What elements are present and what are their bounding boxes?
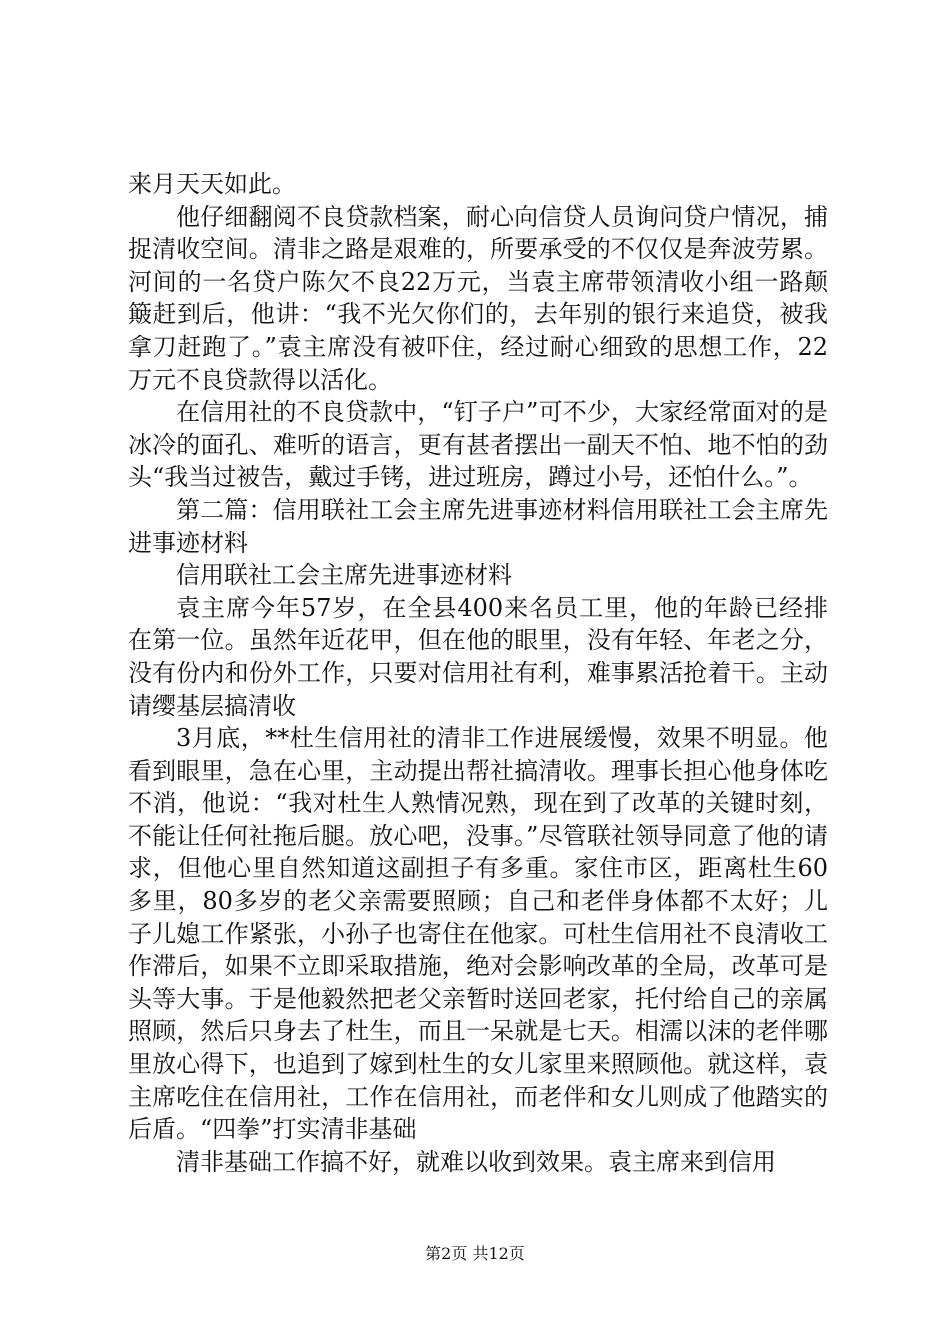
paragraph-6: 清非基础工作搞不好，就难以收到效果。袁主席来到信用 (176, 1147, 776, 1176)
paragraph-1: 来月天天如此。 (128, 170, 296, 198)
paragraph-3: 在信用社的不良贷款中，“钉子户”可不少，大家经常面对的是冰冷的面孔、难听的语言，更有甚者摆出一副天不怕、地不怕的劲头“我当过被告，戴过手铐，进过班房，蹲过小号，还怕什么。”。 (128, 398, 828, 492)
paragraph-4: 袁主席今年57岁，在全县400来名员工里，他的年龄已经排在第一位。虽然年近花甲，但在他的眼里，没有年轻、年老之分，没有份内和份外工作，只要对信用社有利，难事累活抢着干。主动请缨基层搞清收 (128, 593, 828, 720)
section-heading-second: 第二篇：信用联社工会主席先进事迹材料信用联社工会主席先进事迹材料 (128, 495, 828, 557)
paragraph-2: 他仔细翻阅不良贷款档案，耐心向信贷人员询问贷户情况，捕捉清收空间。清非之路是艰难的，所要承受的不仅仅是奔波劳累。河间的一名贷户陈欠不良22万元，当袁主席带领清收小组一路颠簸赶到后，他讲：“我不光欠你们的，去年别的银行来追贷，被我拿刀赶跑了。”袁主席没有被吓住，经过耐心细致的思想工作，22万元不良贷款得以活化。 (128, 202, 828, 394)
document-body (128, 168, 828, 1178)
section-title: 信用联社工会主席先进事迹材料 (176, 561, 512, 590)
page-number-footer: 第2页 共12页 (425, 1244, 525, 1263)
paragraph-5: 3月底，**杜生信用社的清非工作进展缓慢，效果不明显。他看到眼里，急在心里，主动提出帮社搞清收。理事长担心他身体吃不消，他说：“我对杜生人熟情况熟，现在到了改革的关键时刻，不能让任何社拖后腿。放心吧，没事。”尽管联社领导同意了他的请求，但他心里自然知道这副担子有多重。家住市区，距离杜生60多里，80多岁的老父亲需要照顾；自己和老伴身体都不太好；儿子儿媳工作紧张，小孙子也寄住在他家。可杜生信用社不良清收工作滞后，如果不立即采取措施，绝对会影响改革的全局，改革可是头等大事。于是他毅然把老父亲暂时送回老家，托付给自己的亲属照顾，然后只身去了杜生，而且一呆就是七天。相濡以沫的老伴哪里放心得下，也追到了嫁到杜生的女儿家里来照顾他。就这样，袁主席吃住在信用社，工作在信用社，而老伴和女儿则成了他踏实的后盾。“四拳”打实清非基础 (128, 724, 828, 1144)
